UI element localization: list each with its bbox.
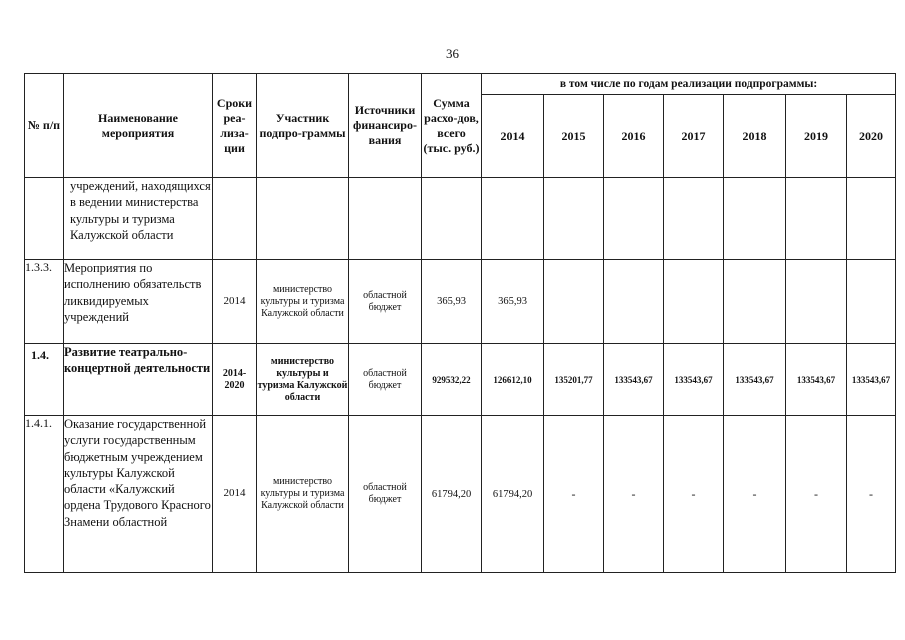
row-year-value bbox=[664, 260, 724, 344]
row-year-value: 126612,10 bbox=[482, 344, 544, 416]
row-name: Развитие театрально-концертной деятельности bbox=[64, 344, 213, 416]
row-source: областной бюджет bbox=[349, 416, 422, 573]
row-term: 2014-2020 bbox=[213, 344, 257, 416]
row-name: Оказание государственной услуги государственным бюджетным учреждением культуры Калужской области «Калужский ордена Трудового Красного Знамени областной bbox=[64, 416, 213, 573]
row-term: 2014 bbox=[213, 260, 257, 344]
subprogram-activities-table bbox=[24, 73, 896, 573]
row-participant bbox=[257, 178, 349, 260]
row-source: областной бюджет bbox=[349, 344, 422, 416]
row-year-value bbox=[482, 178, 544, 260]
header-terms: Сроки реа-лиза-ции bbox=[213, 74, 257, 178]
row-year-value bbox=[847, 260, 896, 344]
row-year-value bbox=[786, 260, 847, 344]
header-year: 2014 bbox=[482, 95, 544, 178]
row-term: 2014 bbox=[213, 416, 257, 573]
row-year-value bbox=[544, 260, 604, 344]
row-year-value bbox=[544, 178, 604, 260]
row-sum bbox=[422, 178, 482, 260]
row-year-value bbox=[847, 178, 896, 260]
header-name: Наименование мероприятия bbox=[64, 74, 213, 178]
row-name: Мероприятия по исполнению обязательств ликвидируемых учреждений bbox=[64, 260, 213, 344]
header-year: 2020 bbox=[847, 95, 896, 178]
row-year-value: 133543,67 bbox=[664, 344, 724, 416]
row-sum: 61794,20 bbox=[422, 416, 482, 573]
row-term bbox=[213, 178, 257, 260]
header-year: 2017 bbox=[664, 95, 724, 178]
row-participant: министерство культуры и туризма Калужской области bbox=[257, 344, 349, 416]
header-years-title: в том числе по годам реализации подпрограммы: bbox=[482, 74, 896, 95]
row-num: 1.4. bbox=[25, 344, 64, 416]
row-source bbox=[349, 178, 422, 260]
header-sum: Сумма расхо-дов, всего (тыс. руб.) bbox=[422, 74, 482, 178]
row-year-value bbox=[724, 260, 786, 344]
header-year: 2016 bbox=[604, 95, 664, 178]
row-sum: 365,93 bbox=[422, 260, 482, 344]
table-row bbox=[25, 178, 896, 260]
row-year-value bbox=[786, 178, 847, 260]
header-year: 2019 bbox=[786, 95, 847, 178]
row-num: 1.3.3. bbox=[25, 260, 64, 344]
row-year-value: - bbox=[786, 416, 847, 573]
row-year-value: 61794,20 bbox=[482, 416, 544, 573]
row-year-value: - bbox=[664, 416, 724, 573]
header-year: 2015 bbox=[544, 95, 604, 178]
header-num: № п/п bbox=[25, 74, 64, 178]
row-participant: министерство культуры и туризма Калужской области bbox=[257, 416, 349, 573]
table-row bbox=[25, 344, 896, 416]
row-year-value bbox=[604, 178, 664, 260]
row-year-value: - bbox=[604, 416, 664, 573]
table-row bbox=[25, 416, 896, 573]
row-sum: 929532,22 bbox=[422, 344, 482, 416]
header-year: 2018 bbox=[724, 95, 786, 178]
row-year-value: - bbox=[724, 416, 786, 573]
row-year-value: 133543,67 bbox=[847, 344, 896, 416]
row-year-value: 135201,77 bbox=[544, 344, 604, 416]
row-year-value bbox=[724, 178, 786, 260]
row-num bbox=[25, 178, 64, 260]
row-year-value: 133543,67 bbox=[604, 344, 664, 416]
row-num: 1.4.1. bbox=[25, 416, 64, 573]
page-number: 36 bbox=[446, 46, 459, 61]
row-year-value bbox=[664, 178, 724, 260]
header-participant: Участник подпро-граммы bbox=[257, 74, 349, 178]
row-participant: министерство культуры и туризма Калужской области bbox=[257, 260, 349, 344]
table-row bbox=[25, 260, 896, 344]
row-year-value bbox=[604, 260, 664, 344]
row-year-value: 365,93 bbox=[482, 260, 544, 344]
row-year-value: - bbox=[544, 416, 604, 573]
row-year-value: 133543,67 bbox=[724, 344, 786, 416]
row-year-value: 133543,67 bbox=[786, 344, 847, 416]
header-sources: Источники финансиро-вания bbox=[349, 74, 422, 178]
row-source: областной бюджет bbox=[349, 260, 422, 344]
row-year-value: - bbox=[847, 416, 896, 573]
row-name: учреждений, находящихся в ведении министерства культуры и туризма Калужской области bbox=[64, 178, 213, 260]
